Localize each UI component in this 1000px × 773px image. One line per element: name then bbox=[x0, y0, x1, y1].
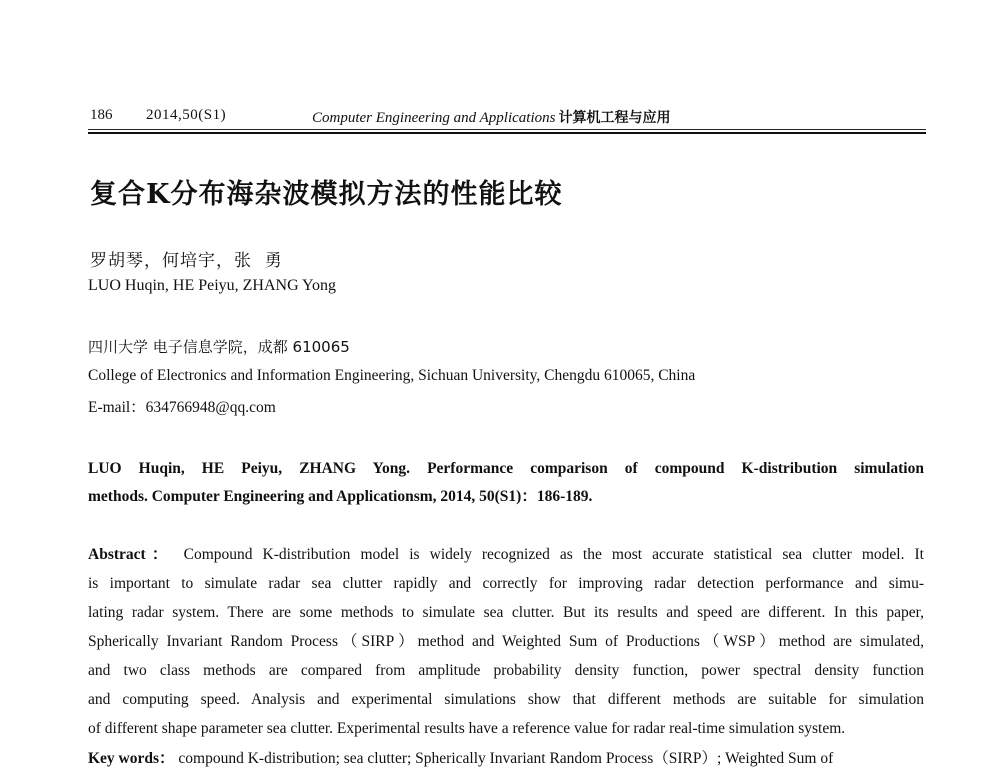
abstract-line: and computing speed. Analysis and experimental simulations show that different methods are suitable for simulation bbox=[88, 691, 924, 708]
abstract-line: and two class methods are compared from amplitude probability density function, power spectral density function bbox=[88, 662, 924, 679]
volume-issue: 2014,50(S1) bbox=[146, 107, 227, 123]
keywords-text: compound K-distribution; sea clutter; Spherically Invariant Random Process（SIRP）; Weighted Sum of bbox=[178, 750, 834, 767]
abstract-label: Abstract： bbox=[88, 546, 174, 563]
abstract-block bbox=[88, 540, 924, 743]
authors-english: LUO Huqin, HE Peiyu, ZHANG Yong bbox=[88, 277, 337, 294]
running-header bbox=[88, 103, 926, 125]
abstract-line: Spherically Invariant Random Process（SIRP）method and Weighted Sum of Productions（WSP）method are simulated, bbox=[88, 633, 924, 650]
journal-name-cn: 计算机工程与应用 bbox=[558, 110, 671, 126]
author-email: E-mail：634766948@qq.com bbox=[88, 399, 276, 416]
page-number: 186 bbox=[90, 107, 113, 123]
journal-name bbox=[312, 107, 670, 127]
citation-line: LUO Huqin, HE Peiyu, ZHANG Yong. Performance comparison of compound K-distribution simulation bbox=[88, 460, 924, 477]
journal-name-en: Computer Engineering and Applications bbox=[312, 110, 556, 126]
abstract-line: lating radar system. There are some methods to simulate sea clutter. But its results and speed are different. In this paper, bbox=[88, 604, 924, 621]
keywords-line bbox=[88, 744, 924, 773]
header-rule-thin bbox=[88, 129, 926, 130]
abstract-text: Compound K-distribution model is widely recognized as the most accurate statistical sea clutter model. It bbox=[183, 546, 924, 563]
citation-block bbox=[88, 455, 924, 511]
affiliation-english: College of Electronics and Information Engineering, Sichuan University, Chengdu 610065, China bbox=[88, 367, 696, 384]
keywords-label: Key words： bbox=[88, 750, 175, 767]
header-rule-thick bbox=[88, 132, 926, 134]
abstract-line bbox=[88, 540, 924, 569]
article-title: 复合K分布海杂波模拟方法的性能比较 bbox=[90, 179, 563, 210]
affiliation-chinese: 四川大学 电子信息学院，成都 610065 bbox=[88, 338, 350, 356]
abstract-line: is important to simulate radar sea clutter rapidly and correctly for improving radar detection performance and simu- bbox=[88, 575, 924, 592]
authors-chinese: 罗胡琴，何培宇，张 勇 bbox=[90, 251, 283, 271]
citation-line: methods. Computer Engineering and Applicationsm, 2014, 50(S1)：186-189. bbox=[88, 488, 593, 505]
abstract-line: of different shape parameter sea clutter. Experimental results have a reference value for radar real-time simulation system. bbox=[88, 720, 846, 737]
